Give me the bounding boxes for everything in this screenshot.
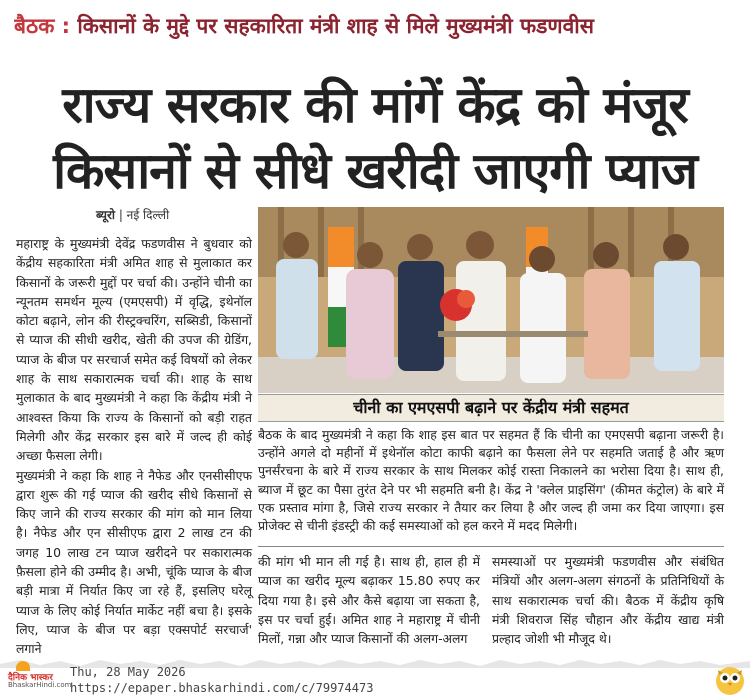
- left-column: [16, 234, 252, 659]
- owl-icon: [714, 664, 746, 696]
- photo-caption: चीनी का एमएसपी बढ़ाने पर केंद्रीय मंत्री सहमत: [258, 394, 724, 422]
- right-column: बैठक के बाद मुख्यमंत्री ने कहा कि शाह इस बात पर सहमत हैं कि चीनी का एमएसपी बढ़ाना जरूरी है। उन्होंने अगले दो महीनों में इथेनॉल कोटा काफी बढ़ाने का फैसला लेने पर सहमति जताई है और ऋण पुनर्संरचना के बारे में राज्य सरकार के साथ मिलकर कोई रास्ता निकालने का भरोसा दिया है। साथ ही, ब्याज में छूट का पैसा तुरंत देने पर भी सहमति बनी है। केंद्र ने 'क्लेल प्राइसिंग' (कीमत कंट्रोल) के बारे में एक प्रस्ताव मांगा है, जिसे राज्य सरकार ने तैयार कर लिया है और जल्द ही जमा कर दिया जाएगा। इस प्रोजेक्ट से चीनी इंडस्ट्री की कई समस्याओं को हल करने में मदद मिलेगी।: [258, 427, 724, 534]
- meeting-photo-illustration: [258, 207, 724, 393]
- left-paragraph-2: मुख्यमंत्री ने कहा कि शाह ने नैफेड और एनसीसीएफ द्वारा शुरू की गई प्याज की खरीद सीधे किसानों से किए जाने की राज्य सरकार की मांग को मान लिया है। नैफेड और एन सीसीएफ द्वारा 2 लाख टन की जगह 10 लाख टन प्याज खरीदने पर सकारात्मक फ़ैसला होने की उम्मीद है। अभी, चूंकि प्याज के बीज बड़ी मात्रा में निर्यात किए जा रहे हैं, इसलिए घरेलू प्याज के लिए कोई निर्यात मार्केट नहीं बचा है। इसके लिए, प्याज के बीज पर बड़ा एक्सपोर्ट सरचार्ज' लगाने: [16, 467, 252, 657]
- news-photo: [258, 207, 724, 393]
- article-kicker: [14, 6, 739, 46]
- column-divider: [258, 546, 724, 547]
- bottom-middle-column: की मांग भी मान ली गई है। साथ ही, हाल ही में प्याज का खरीद मूल्य बढ़ाकर 15.80 रुपए कर दिया गया है। इसे और कैसे बढ़ाया जा सकता है, इस पर चर्चा हुई। अमित शाह ने महाराष्ट्र में चीनी मिलों, गन्ना और प्याज किसानों की अलग-अलग: [258, 554, 480, 647]
- byline-bureau: ब्यूरो: [96, 208, 115, 222]
- footer-stamp: [70, 664, 373, 696]
- footer-url[interactable]: https://epaper.bhaskarhindi.com/c/79974473: [70, 681, 374, 695]
- left-paragraph-1: महाराष्ट्र के मुख्यमंत्री देवेंद्र फडणवीस ने बुधवार को केंद्रीय सहकारिता मंत्री अमित शाह से मुलाकात कर किसानों के जरूरी मुद्दों पर चर्चा की। उन्होंने चीनी का न्यूनतम समर्थन मूल्य (एमएसपी) में वृद्धि, इथेनॉल कोटा बढ़ाने, लोन की रीस्ट्रक्चरिंग, सब्सिडी, किसानों से प्याज की सीधी खरीद, खेती की उपज की ग्रेडिंग, प्याज के बीज पर सरचार्ज समेत कई विषयों को लेकर शाह के साथ सकारात्मक चर्चा की। शाह के साथ मुलाकात के बाद मुख्यमंत्री ने कहा कि केंद्रीय मंत्री ने आश्वस्त किया कि राज्य के किसानों को बड़ी राहत मिलेगी और केंद्र सरकार इस बारे में जल्द ही कोई अच्छा फैसला लेगी।: [16, 236, 252, 464]
- footer-date: Thu, 28 May 2026: [70, 665, 186, 679]
- headline-line-1: राज्य सरकार की मांगें केंद्र को मंजूर: [62, 76, 688, 134]
- bottom-right-column: समस्याओं पर मुख्यमंत्री फडणवीस और संबंधित मंत्रियों और अलग-अलग संगठनों के प्रतिनिधियों के साथ सकारात्मक चर्चा की। बैठक में केंद्रीय कृषि मंत्री शिवराज सिंह चौहान और केंद्रीय खाद्य मंत्री प्रल्हाद जोशी भी मौजूद थे।: [492, 554, 724, 647]
- byline-city: नई दिल्ली: [126, 208, 170, 222]
- logo-site: BhaskarHindi.com: [8, 681, 72, 689]
- headline-line-2: किसानों से सीधे खरीदी जाएगी प्याज: [53, 142, 697, 200]
- logo-name: दैनिक भास्कर: [8, 673, 53, 683]
- bhaskar-logo[interactable]: [4, 670, 72, 696]
- kicker-tag: बैठक :: [14, 14, 71, 38]
- kicker-text: किसानों के मुद्दे पर सहकारिता मंत्री शाह से मिले मुख्यमंत्री फडणवीस: [77, 14, 594, 38]
- byline: ब्यूरो | नई दिल्ली: [96, 208, 170, 222]
